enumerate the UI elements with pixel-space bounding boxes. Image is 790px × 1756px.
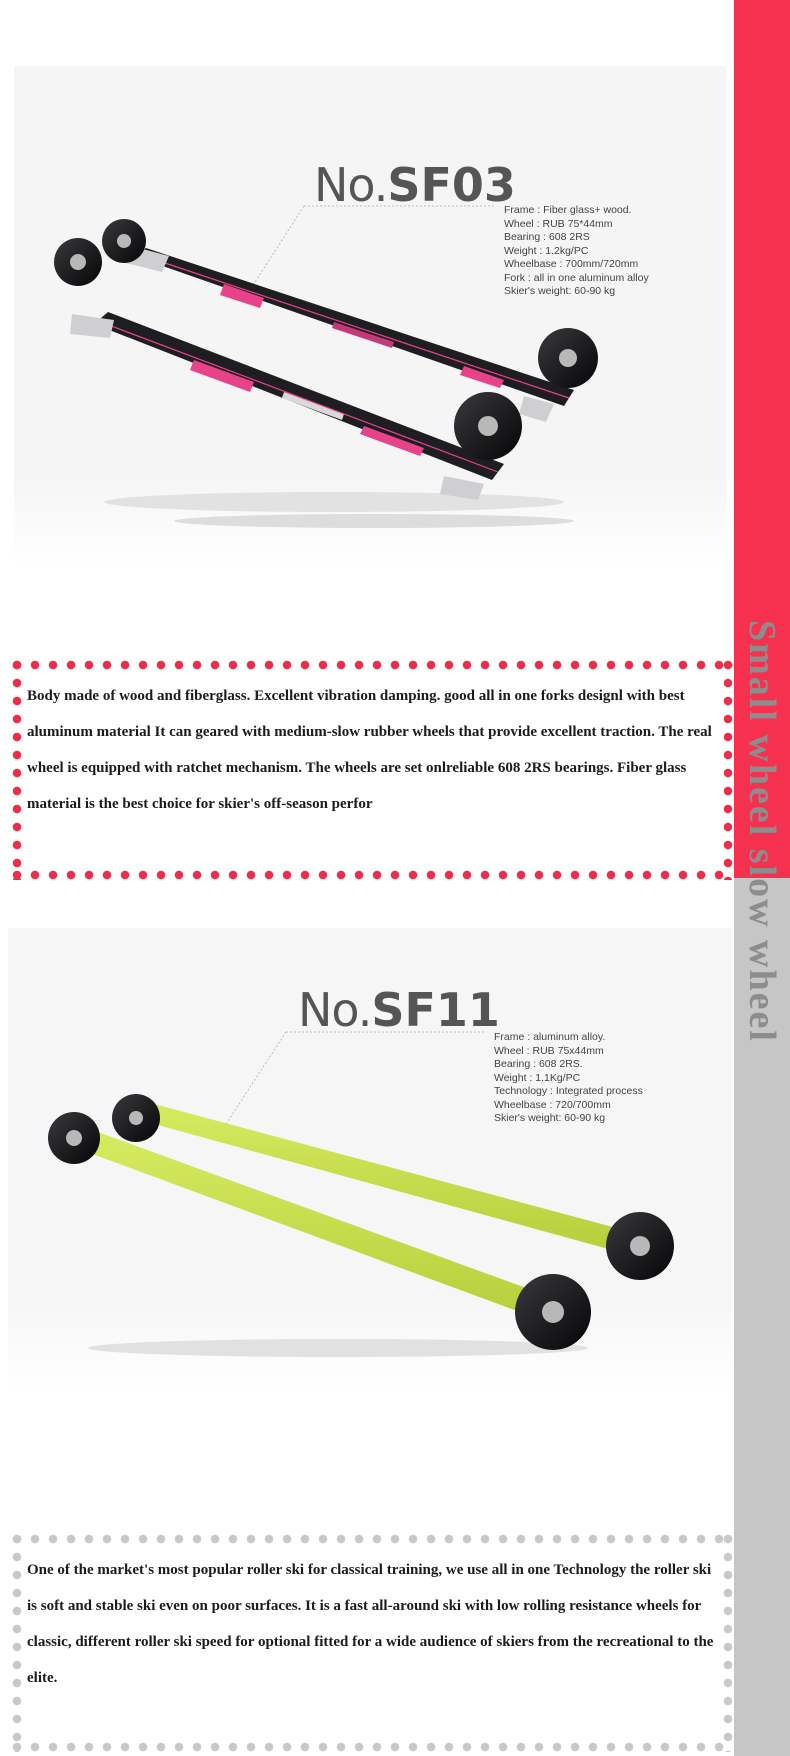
- spec-frame: Frame : Fiber glass+ wood.: [504, 204, 632, 216]
- spec-weight: Weight : 1.2kg/PC: [504, 244, 589, 257]
- spec-skier-weight: Skier's weight: 60-90 kg: [494, 1112, 606, 1124]
- spec-wheelbase: Wheelbase : 700mm/720mm: [504, 258, 639, 270]
- spec-wheel: Wheel : RUB 75*44mm: [504, 217, 613, 230]
- product-image-sf11: [8, 928, 732, 1392]
- spec-skier-weight: Skier's weight: 60-90 kg: [504, 285, 616, 297]
- roller-ski-sf03-illustration: [14, 66, 726, 566]
- side-banner-title: Small wheel slow wheel: [741, 620, 783, 1043]
- description-text: Body made of wood and fiberglass. Excellent vibration damping. good all in one forks designl with best aluminum material It can geared with medium-slow rubber wheels that provide excellent traction. The real wheel is equipped with ratchet mechanism. The wheels are set onlreliable 608 2RS bearings. Fiber glass material is the best choice for skier's off-season perfor: [27, 688, 712, 812]
- spec-wheel: Wheel : RUB 75x44mm: [494, 1044, 604, 1057]
- spec-wheelbase: Wheelbase : 720/700mm: [494, 1098, 611, 1111]
- description-sf03: [8, 656, 733, 880]
- spec-bearing: Bearing : 608 2RS: [504, 231, 590, 243]
- spec-technology: Technology : Integrated process: [494, 1085, 643, 1097]
- spec-list-sf03: [504, 204, 649, 299]
- spec-fork: Fork : all in one aluminum alloy: [504, 271, 649, 284]
- spec-list-sf11: [494, 1031, 643, 1126]
- description-text: One of the market's most popular roller ski for classical training, we use all in one Technology the roller ski is soft and stable ski even on poor surfaces. It is a fast all-around ski with low rolling resistance wheels for classic, different roller ski speed for optional fitted for a wide audience of skiers from the recreational to the elite.: [27, 1562, 714, 1686]
- spec-bearing: Bearing : 608 2RS.: [494, 1058, 583, 1070]
- spec-frame: Frame : aluminum alloy.: [494, 1031, 606, 1043]
- spec-weight: Weight : 1.1Kg/PC: [494, 1071, 581, 1084]
- description-sf11: [8, 1530, 733, 1752]
- model-number-sf03: No.SF03: [314, 158, 516, 212]
- product-image-sf03: [14, 66, 726, 566]
- ski-front: [94, 312, 504, 480]
- model-number-sf11: No.SF11: [298, 983, 500, 1037]
